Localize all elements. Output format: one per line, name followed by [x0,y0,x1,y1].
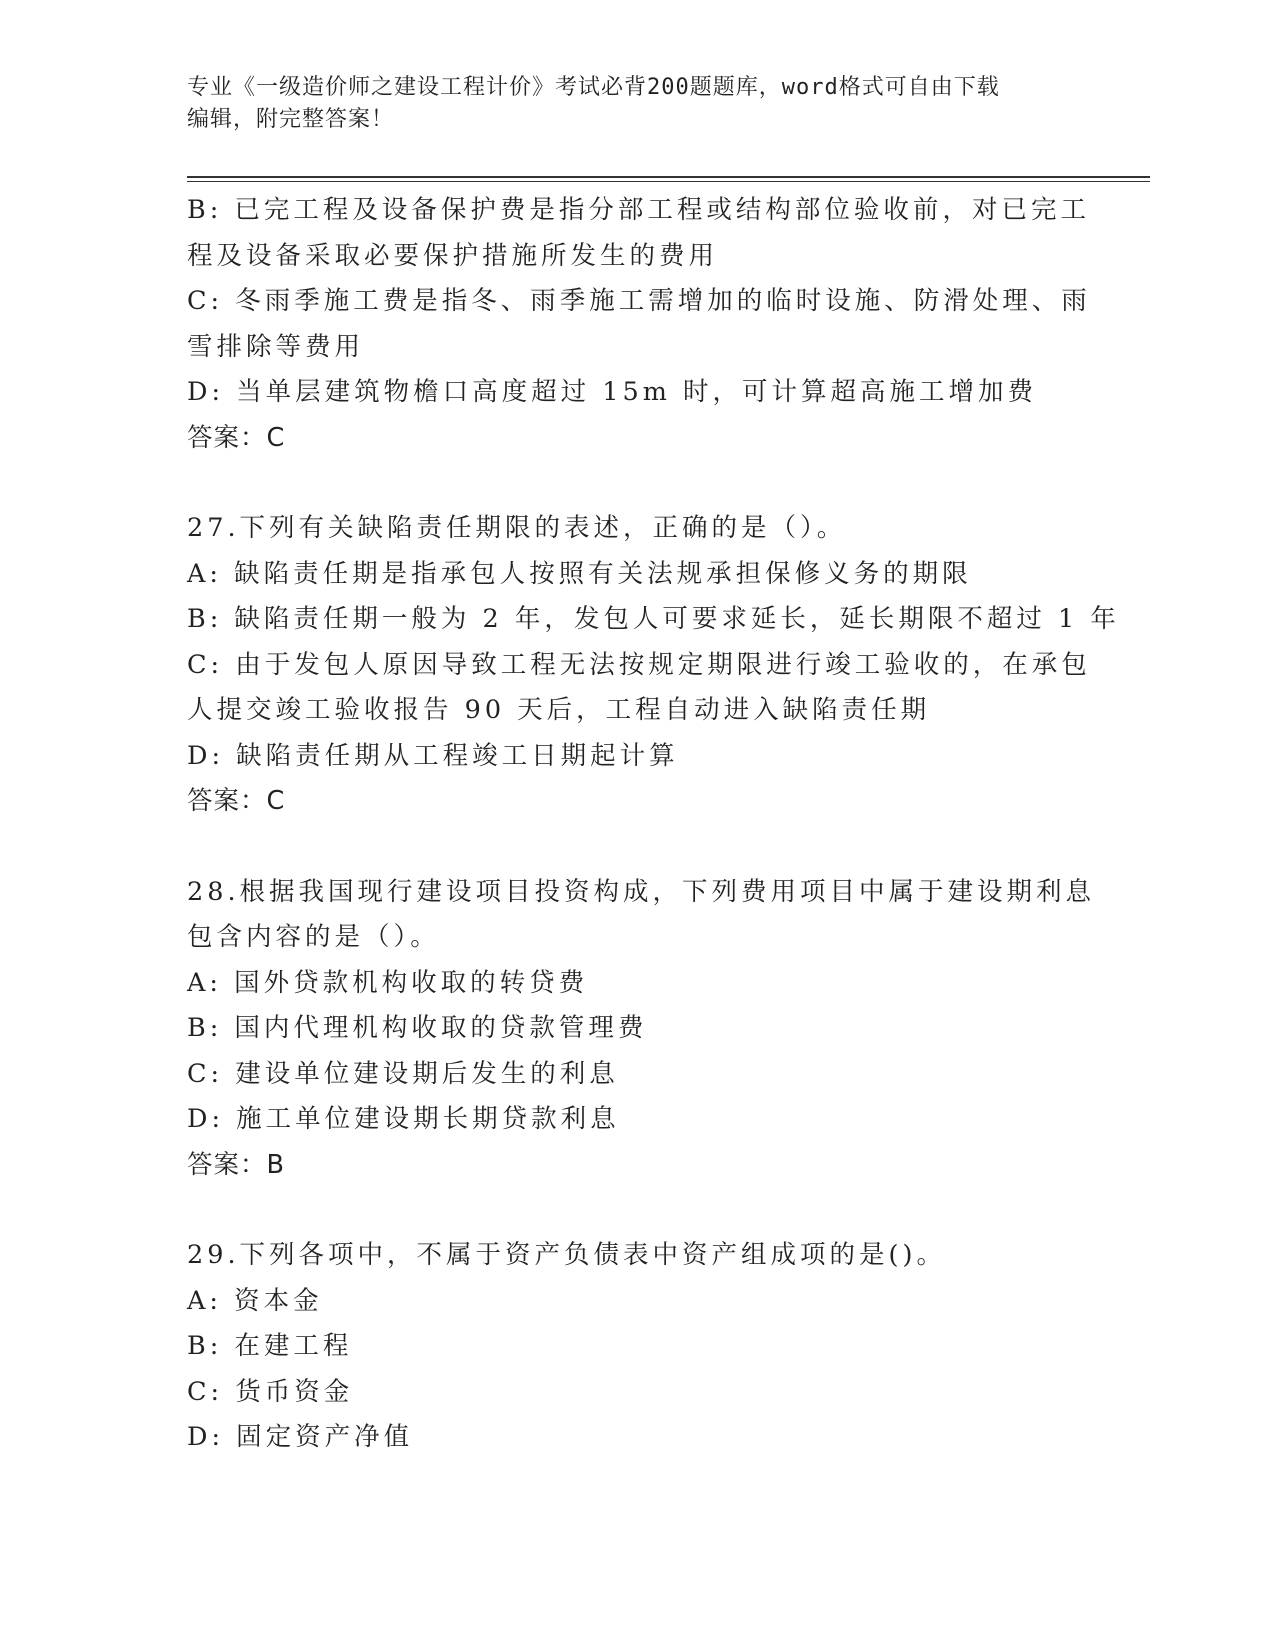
document-header [187,72,1087,136]
question-spacer [187,461,1077,506]
answer-line: 答案：B [187,1149,285,1180]
option-d: D: 固定资产净值 [187,1422,414,1452]
option-a: A: 国外贷款机构收取的转贷费 [187,967,589,998]
question-content [187,188,1120,1461]
question-stem: 28.根据我国现行建设项目投资构成，下列费用项目中属于建设期利息 [187,876,1096,907]
option-b: B: 缺陷责任期一般为 2 年，发包人可要求延长，延长期限不超过 1 年 [187,604,1120,634]
question-spacer [187,825,1077,870]
option-c-continued: 人提交竣工验收报告 90 天后，工程自动进入缺陷责任期 [187,695,931,725]
question-27 [187,506,1120,825]
header-divider-thin [187,181,1150,182]
option-d: D: 施工单位建设期长期贷款利息 [187,1104,620,1134]
header-title-line-2: 编辑，附完整答案！ [187,107,395,132]
option-c: C: 建设单位建设期后发生的利息 [187,1058,619,1089]
option-b: B: 国内代理机构收取的贷款管理费 [187,1013,648,1043]
option-c: C: 冬雨季施工费是指冬、雨季施工需增加的临时设施、防滑处理、雨 [187,286,1091,316]
option-c: C: 由于发包人原因导致工程无法按规定期限进行竣工验收的，在承包 [187,649,1091,680]
answer-line: 答案：C [187,422,286,453]
option-d: D: 缺陷责任期从工程竣工日期起计算 [187,740,679,771]
option-b-continued: 程及设备采取必要保护措施所发生的费用 [187,240,719,271]
question-stem: 29.下列各项中，不属于资产负债表中资产组成项的是()。 [187,1240,946,1270]
option-b: B: 在建工程 [187,1331,353,1361]
question-29 [187,1233,1077,1461]
question-28 [187,870,1096,1189]
question-26-tail [187,188,1091,461]
question-spacer [187,1188,1077,1233]
header-divider-thick [187,176,1150,178]
option-a: A: 缺陷责任期是指承包人按照有关法规承担保修义务的期限 [187,558,972,589]
question-stem-continued: 包含内容的是（）。 [187,922,440,952]
header-title-line-1: 专业《一级造价师之建设工程计价》考试必背200题题库，word格式可自由下载 [187,75,1000,100]
option-a: A: 资本金 [187,1285,323,1316]
option-b: B: 已完工程及设备保护费是指分部工程或结构部位验收前，对已完工 [187,195,1090,225]
answer-line: 答案：C [187,786,286,816]
option-c: C: 货币资金 [187,1376,354,1407]
question-stem: 27.下列有关缺陷责任期限的表述，正确的是（）。 [187,513,847,543]
option-d: D: 当单层建筑物檐口高度超过 15m 时，可计算超高施工增加费 [187,377,1037,407]
option-c-continued: 雪排除等费用 [187,331,365,362]
